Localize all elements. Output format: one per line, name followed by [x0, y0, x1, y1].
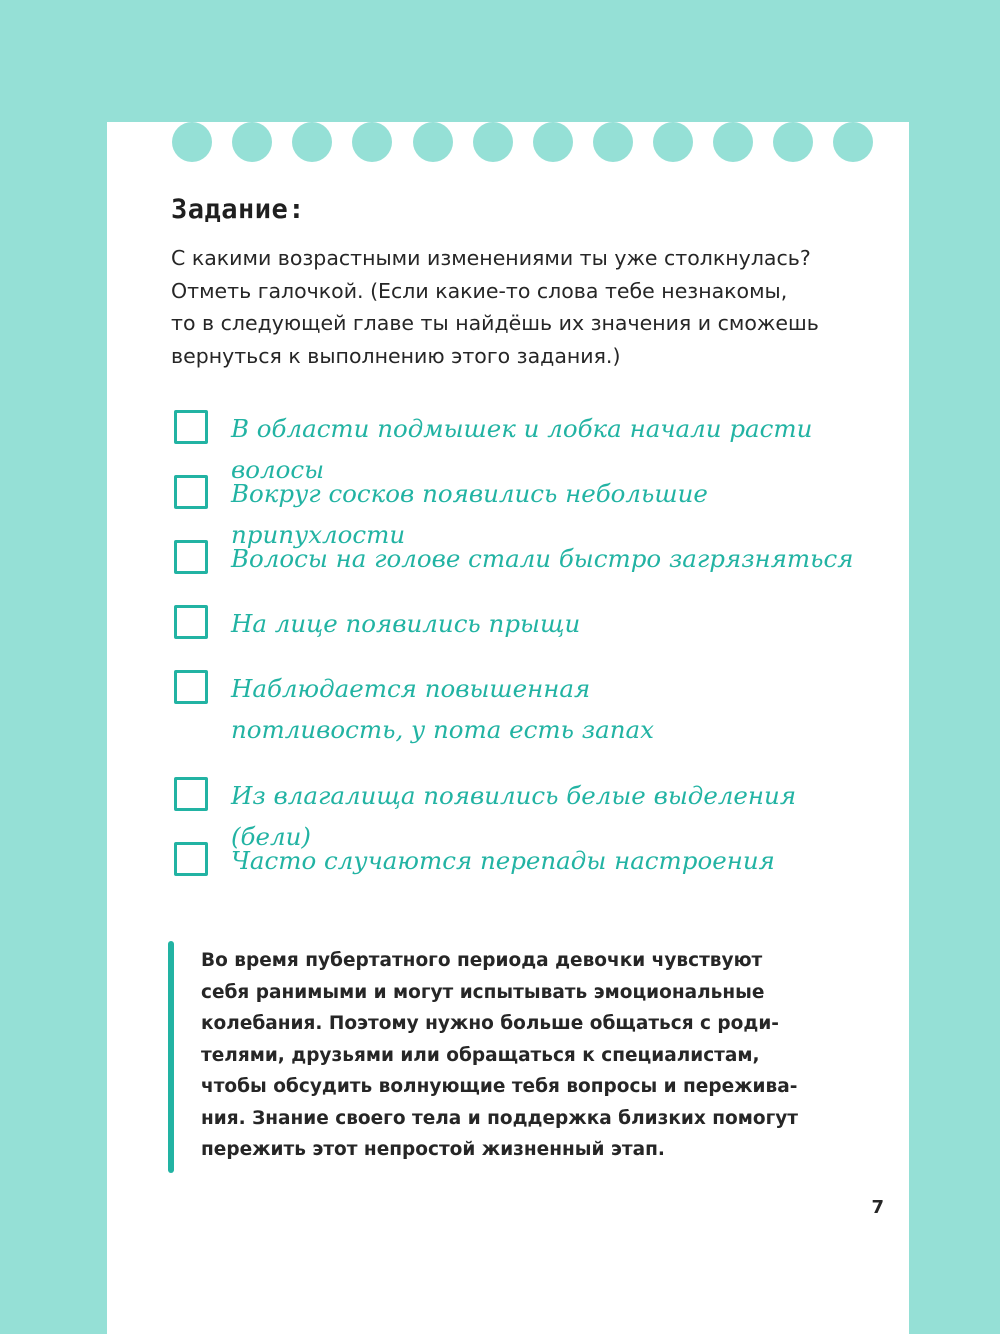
checkbox[interactable]	[174, 605, 208, 639]
binder-hole	[232, 122, 272, 162]
notebook-sheet	[107, 122, 909, 1334]
info-note	[201, 945, 861, 1166]
page-number: 7	[871, 1197, 884, 1218]
binder-hole	[352, 122, 392, 162]
binder-hole	[292, 122, 332, 162]
checklist-item-label: Часто случаются перепады настроения	[231, 846, 775, 875]
checkbox[interactable]	[174, 475, 208, 509]
binder-holes	[107, 122, 909, 162]
binder-hole	[172, 122, 212, 162]
checklist-item-label: Из влагалища появились белые выделения (бели)	[231, 781, 797, 851]
binder-hole	[413, 122, 453, 162]
task-instructions	[171, 242, 871, 372]
checklist-item-label: На лице появились прыщи	[231, 609, 581, 638]
note-line: себя ранимыми и могут испытывать эмоциональные	[201, 981, 765, 1003]
note-line: ния. Знание своего тела и поддержка близких помогут	[201, 1107, 799, 1129]
instruction-line: С какими возрастными изменениями ты уже столкнулась?	[171, 246, 811, 270]
note-line: чтобы обсудить волнующие тебя вопросы и пережива-	[201, 1076, 798, 1097]
checkbox[interactable]	[174, 777, 208, 811]
instruction-line: Отметь галочкой. (Если какие-то слова тебе незнакомы,	[171, 278, 788, 303]
checklist-item-label: Наблюдается повышенная потливость, у пота есть запах	[231, 674, 654, 744]
binder-hole	[713, 122, 753, 162]
checklist-item-label: В области подмышек и лобка начали расти волосы	[231, 414, 813, 484]
task-title: Задание:	[171, 194, 306, 225]
checkbox[interactable]	[174, 410, 208, 444]
instruction-line: то в следующей главе ты найдёшь их значения и сможешь	[171, 311, 819, 335]
note-line: колебания. Поэтому нужно больше общаться с роди-	[201, 1013, 779, 1034]
binder-hole	[833, 122, 873, 162]
checklist-item-label: Вокруг сосков появились небольшие припухлости	[231, 479, 708, 549]
note-line: телями, друзьями или обращаться к специалистам,	[201, 1044, 760, 1066]
note-line: Во время пубертатного периода девочки чувствуют	[201, 950, 763, 971]
checklist-item-label: Волосы на голове стали быстро загрязняться	[231, 544, 854, 573]
binder-hole	[473, 122, 513, 162]
checkbox[interactable]	[174, 842, 208, 876]
checkbox[interactable]	[174, 540, 208, 574]
binder-hole	[593, 122, 633, 162]
note-accent-bar	[168, 941, 174, 1173]
binder-hole	[533, 122, 573, 162]
note-line: пережить этот непростой жизненный этап.	[201, 1139, 665, 1160]
instruction-line: вернуться к выполнению этого задания.)	[171, 343, 621, 368]
binder-hole	[773, 122, 813, 162]
checkbox[interactable]	[174, 670, 208, 704]
binder-hole	[653, 122, 693, 162]
